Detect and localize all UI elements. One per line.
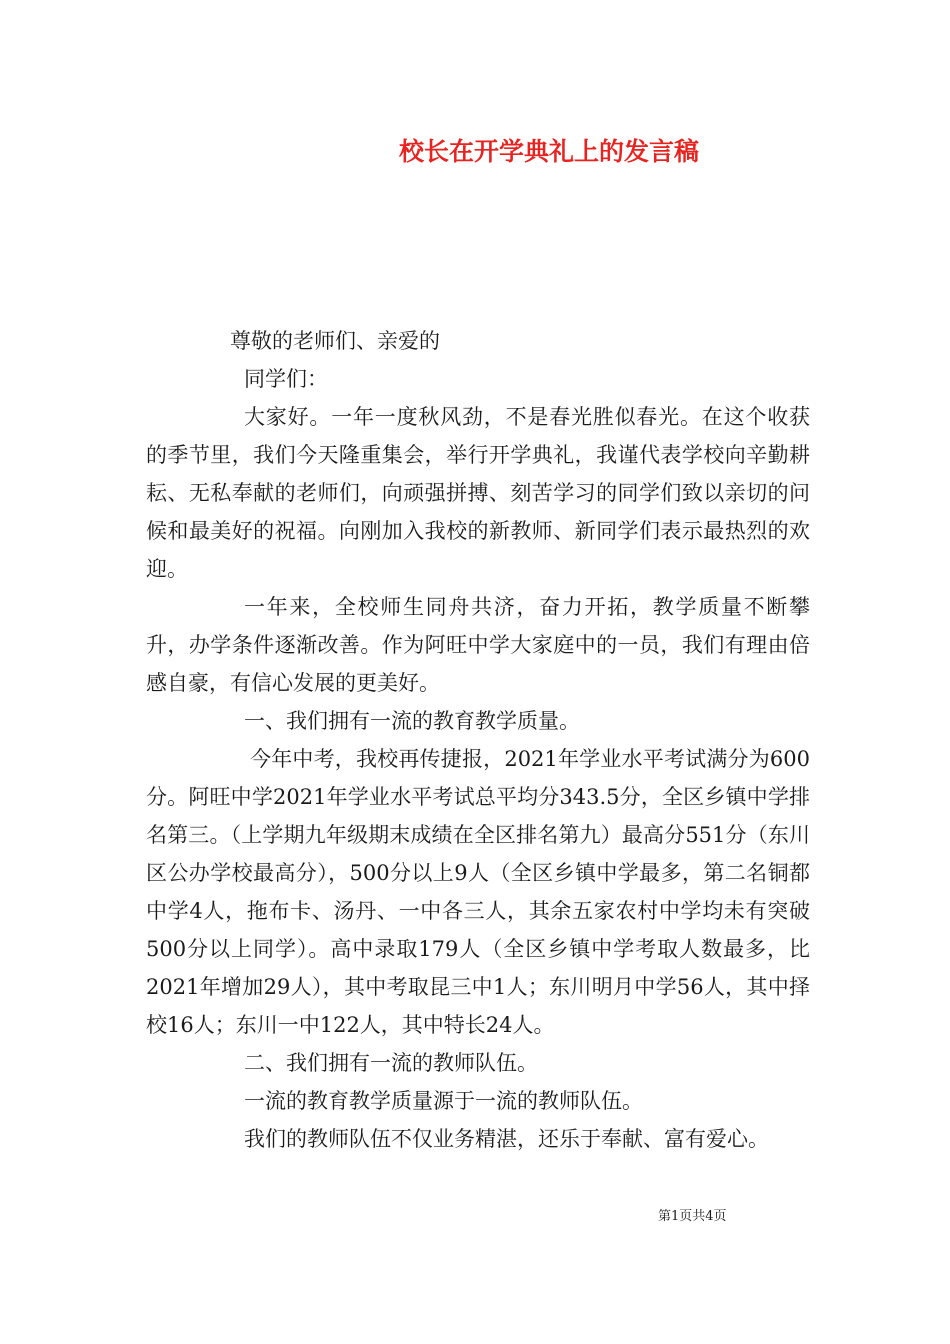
section-heading-2: 二、我们拥有一流的教师队伍。 [244,1051,538,1075]
paragraph-exam-results: 今年中考，我校再传捷报，2021年学业水平考试满分为600分。阿旺中学2021年学业水平考试总平均分343.5分，全区乡镇中学排名第三。（上学期九年级期末成绩在全区排名第九）最高分551分（东川区公办学校最高分），500分以上9人（全区乡镇中学最多，第二名铜都中学4人，拖布卡、汤丹、一中各三人，其余五家农村中学均未有突破500分以上同学）。高中录取179人（全区乡镇中学考取人数最多，比2021年增加29人），其中考取昆三中1人；东川明月中学56人，其中择校16人；东川一中122人，其中特长24人。 [146,747,810,1037]
page-indicator: 第1页共4页 [658,1209,727,1224]
document-title: 校长在开学典礼上的发言稿 [398,137,699,166]
paragraph-teachers-2: 我们的教师队伍不仅业务精湛，还乐于奉献、富有爱心。 [244,1127,769,1151]
section-heading-1: 一、我们拥有一流的教育教学质量。 [244,709,580,733]
salutation-line-1: 尊敬的老师们、亲爱的 [230,329,440,353]
paragraph-teachers-1: 一流的教育教学质量源于一流的教师队伍。 [244,1089,643,1113]
document-body [146,322,810,1158]
paragraph-greeting: 大家好。一年一度秋风劲，不是春光胜似春光。在这个收获的季节里，我们今天隆重集会，举行开学典礼，我谨代表学校向辛勤耕耘、无私奉献的老师们，向顽强拼搏、刻苦学习的同学们致以亲切的问候和最美好的祝福。向刚加入我校的新教师、新同学们表示最热烈的欢迎。 [146,405,810,581]
salutation-line-2: 同学们： [244,367,328,391]
paragraph-year-review: 一年来，全校师生同舟共济，奋力开拓，教学质量不断攀升，办学条件逐渐改善。作为阿旺中学大家庭中的一员，我们有理由倍感自豪，有信心发展的更美好。 [146,595,810,695]
